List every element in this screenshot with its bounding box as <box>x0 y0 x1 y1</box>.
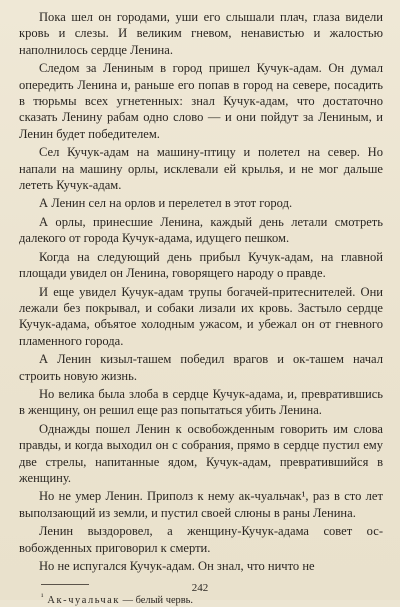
paragraph: А Ленин кизыл-ташем победил врагов и ок-ташем начал строить новую жизнь. <box>19 352 383 383</box>
paragraph: Следом за Лениным в город пришел Кучук-адам. Он думал опередить Ленина и, раньше его попав в город на севере, посадить в тюрьмы всех угнетенных: знал Кучук-адам, что достаточно сказать Ленину рабам одно слово — и они пойдут за Лениным, и Ленин будет победителем. <box>19 61 383 141</box>
paragraph: И еще увидел Кучук-адам трупы богачей-притеснителей. Они лежали без покрывал, и собаки лизали их кровь. Застыло сердце Кучук-адама, объятое холодным ужасом, и убежал он от гневного пламенного города. <box>19 284 383 348</box>
footnote-mark: ¹ <box>41 591 44 601</box>
body-text <box>19 9 383 574</box>
paragraph: Ленин выздоровел, а женщину-Кучук-адама совет освобожденных приговорил к смерти. <box>19 524 383 555</box>
page-number: 242 <box>191 582 209 594</box>
paragraph: Сел Кучук-адам на машину-птицу и полетел на север. Но напали на машину орлы, исклевали ей крылья, и не мог дальше лететь Кучук-адам. <box>19 145 383 193</box>
paragraph: А орлы, принесшие Ленина, каждый день летали смотреть далекого от города Кучук-адама, идущего пешком. <box>19 214 383 246</box>
paragraph: Но не испугался Кучук-адам. Он знал, что ничто не <box>39 559 315 573</box>
footnote <box>41 591 383 607</box>
paragraph: Но велика была злоба в сердце Кучук-адама, и, превратившись в женщину, он решил еще раз попытаться убить Ленина. <box>19 386 383 418</box>
footnote-text: — белый червь. <box>122 595 193 607</box>
paragraph: Но не умер Ленин. Приполз к нему ак-чуальчак¹, раз в сто лет выползающий из земли, и пустил своей слюны в раны Ленина. <box>19 489 383 520</box>
paragraph: А Ленин сел на орлов и перелетел в этот город. <box>39 196 293 211</box>
footnote-term: Ак-чуальчак <box>47 595 121 607</box>
paragraph: Однажды пошел Ленин к освобожденным говорить им слова правды, и когда выходил он с собрания, прямо в сердце пустил ему две стрелы, напитанные ядом, Кучук-адам, превратившийся в женщину. <box>19 421 383 485</box>
paragraph: Пока шел он городами, уши его слышали плач, глаза видели кровь и слезы. И великим гневом, ненавистью и жалостью наполнилось сердце Ленина. <box>19 10 383 57</box>
paragraph: Когда на следующий день прибыл Кучук-адам, на главной площади увидел он Ленина, говорящего народу о правде. <box>19 249 383 281</box>
